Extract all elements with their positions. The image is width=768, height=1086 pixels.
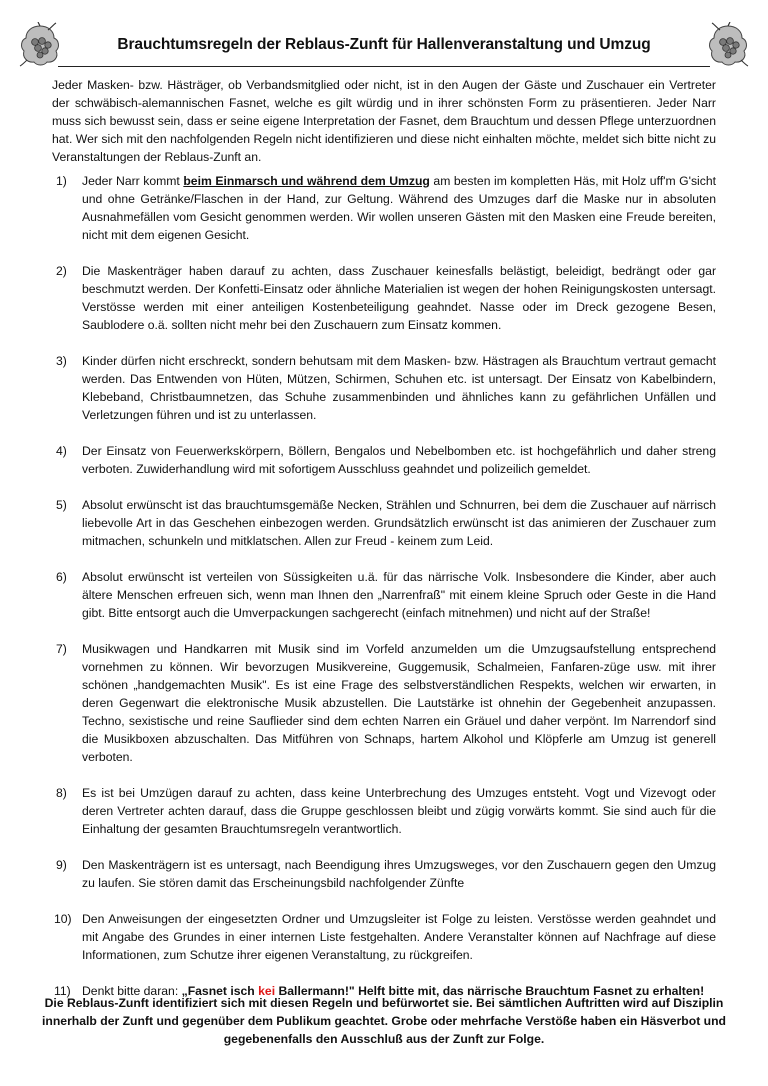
rule-item: [52, 262, 716, 334]
rule-text: Musikwagen und Handkarren mit Musik sind im Vorfeld anzumelden um die Umzugsaufstellung entsprechend vornehmen zu können. Wir bevorzugen Musikvereine, Guggemusik, Schalmeien, Fanfaren-züge usw. mit ihrer schönen „handgemachten Musik". Es ist eine Frage des selbstverständlichen Respekts, welchen wir erwarten, in deren Gegenwart die elektronische Musik abzustellen. Die Lautstärke ist ohnehin der Gegebenheit anzupassen. Techno, sexistische und reine Sauflieder sind dem echten Narren ein Gräuel und daher verpönt. Im Narrendorf sind die Musikboxen abzuschalten. Das Mitführen von Schnaps, hartem Alkohol und Klöpferle am Umzug ist generell verboten.: [82, 642, 716, 764]
rule-item: [52, 172, 716, 244]
rule-number: 1): [56, 174, 67, 188]
rule-highlight: beim Einmarsch und während dem Umzug: [183, 174, 430, 188]
rule-item: [52, 856, 716, 892]
rule-text: Jeder Narr kommt: [82, 174, 184, 188]
rule-number: 8): [56, 786, 67, 800]
rules-list: [52, 172, 716, 1018]
rule-number: 5): [56, 498, 67, 512]
rule-item: [52, 352, 716, 424]
intro-paragraph: Jeder Masken- bzw. Hästräger, ob Verbandsmitglied oder nicht, ist in den Augen der Gäste und Zuschauer ein Vertreter der schwäbisch-alemannischen Fasnet, welche es gilt würdig und in ihrer schönsten Form zu präsentieren. Jeder Narr muss sich bewusst sein, dass er seine eigene Interpretation der Fasnet, dem Brauchtum und dessen Pflege unterzuordnen hat. Wer sich mit den nachfolgenden Regeln nicht identifizieren und diese nicht einhalten möchte, meldet sich bitte nicht zu Veranstaltungen der Reblaus-Zunft an.: [52, 78, 716, 164]
rule-slogan: Ballermann!" Helft bitte mit, das närrische Brauchtum Fasnet zu erhalten!: [275, 984, 705, 998]
rule-number: 10): [54, 912, 72, 926]
rule-text: Kinder dürfen nicht erschreckt, sondern behutsam mit dem Masken- bzw. Hästragen als Brauchtum vertraut gemacht werden. Das Entwenden von Hüten, Mützen, Schirmen, Schuhen etc. ist untersagt. Der Einsatz von Kabelbindern, Klebeband, Christbaumnetzen, das Schuhe zusammenbinden und ähnliches kann zu gefährlichen Unfällen und Verletzungen führen und ist zu unterlassen.: [82, 354, 716, 422]
rule-item: [52, 496, 716, 550]
rule-number: 9): [56, 858, 67, 872]
rule-item: [52, 442, 716, 478]
rule-item: [52, 910, 716, 964]
rule-item: [52, 784, 716, 838]
rule-slogan-red-word: kei: [258, 984, 276, 998]
rule-number: 7): [56, 642, 67, 656]
rule-number: 3): [56, 354, 67, 368]
rule-text: am besten im kompletten Häs, mit Holz uff'm G'sicht und ohne Getränke/Flaschen in der Hand, zur Geltung. Während des Umzuges darf die Maske nur in absoluten Ausnahmefällen vom Gesicht genommen werden. Wir wollen unseren Gästen mit den Masken eine Freude bereiten, nicht mit dem eigenen Gesicht.: [82, 174, 717, 242]
closing-statement: Die Reblaus-Zunft identifiziert sich mit diesen Regeln und befürwortet sie. Bei sämtlichen Auftritten wird auf Disziplin innerhalb der Zunft und gegenüber dem Publikum geachtet. Grobe oder mehrfache Verstöße haben ein Häsverbot und gegebenenfalls den Ausschluß aus der Zunft zur Folge.: [42, 996, 726, 1046]
grape-leaf-emblem-icon: [706, 22, 750, 68]
rule-text: Denkt bitte daran:: [82, 984, 182, 998]
rule-number: 11): [54, 984, 71, 998]
rule-number: 6): [56, 570, 67, 584]
page-title: Brauchtumsregeln der Reblaus-Zunft für Hallenveranstaltung und Umzug: [117, 36, 651, 53]
rule-text: Den Anweisungen der eingesetzten Ordner und Umzugsleiter ist Folge zu leisten. Verstösse werden geahndet und mit Angabe des Grundes in einer internen Liste festgehalten. Andere Veranstalter können auf Nachfrage auf diese Informationen, zum Schutze ihrer eigenen Veranstaltung, zu rückgreifen.: [82, 912, 716, 962]
rule-item: [52, 640, 716, 766]
header-divider: [58, 66, 710, 67]
rule-text: Absolut erwünscht ist das brauchtumsgemäße Necken, Strählen und Schnurren, bei dem die Zuschauer auf närrisch liebevolle Art in das Geschehen einbezogen werden. Grundsätzlich erwünscht ist das animieren der Zuschauer zum mitmachen, schunkeln und mitklatschen. Allen zur Freud - keinem zum Leid.: [82, 498, 716, 548]
grape-leaf-emblem-icon: [18, 22, 62, 68]
rule-number: 2): [56, 264, 67, 278]
rule-text: Der Einsatz von Feuerwerkskörpern, Böllern, Bengalos und Nebelbomben etc. ist hochgefährlich und daher streng verboten. Zuwiderhandlung wird mit sofortigem Ausschluss geahndet und polizeilich gemeldet.: [82, 444, 716, 476]
rule-slogan: „Fasnet isch: [181, 984, 259, 998]
page-header: [18, 22, 750, 72]
rule-text: Es ist bei Umzügen darauf zu achten, dass keine Unterbrechung des Umzuges entsteht. Vogt und Vizevogt oder deren Vertreter achten darauf, dass die Gruppe geschlossen bleibt und zügig vorwärts kommt. Sie sind auch für die Einhaltung der gesamten Brauchtumsregeln verantwortlich.: [82, 786, 716, 836]
rule-item: [52, 568, 716, 622]
rule-text: Absolut erwünscht ist verteilen von Süssigkeiten u.ä. für das närrische Volk. Insbesondere die Kinder, aber auch ältere Menschen erfreuen sich, wenn man Ihnen den „Narrenfraß" mit einem kleine Spruch oder Geste in die Hand gibt. Bitte entsorgt auch die Umverpackungen sachgerecht (einfach mitnehmen) und nicht auf der Straße!: [82, 570, 716, 620]
rule-text: Die Maskenträger haben darauf zu achten, dass Zuschauer keinesfalls belästigt, beleidigt, bedrängt oder gar beschmutzt werden. Der Konfetti-Einsatz oder ähnliche Materialien ist wegen der hohen Reinigungskosten untersagt. Verstösse werden mit einer anteiligen Kostenbeteiligung geahndet. Nasse oder im Dreck gezogene Besen, Saublodere o.ä. sollten nicht mehr bei den Zuschauern zum Einsatz kommen.: [82, 264, 716, 332]
rule-text: Den Maskenträgern ist es untersagt, nach Beendigung ihres Umzugsweges, vor den Zuschauern gegen den Umzug zu laufen. Sie stören damit das Erscheinungsbild nachfolgender Zünfte: [82, 858, 716, 890]
rule-number: 4): [56, 444, 67, 458]
